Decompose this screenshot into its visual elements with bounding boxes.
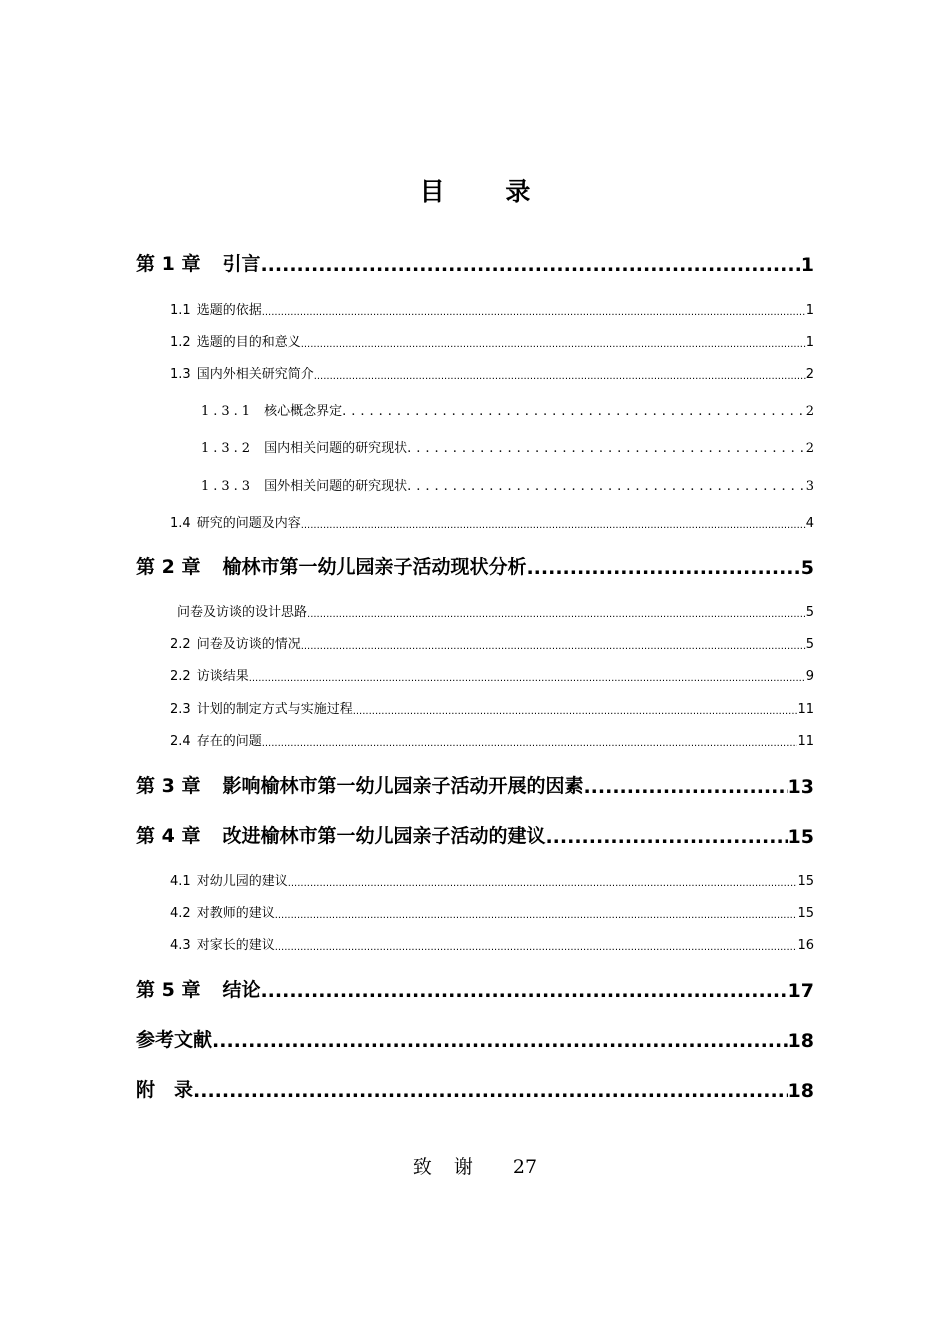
dot-leader (353, 706, 798, 717)
toc-entry-label: 1.3.1 核心概念界定 (201, 404, 343, 419)
toc-page-number: 11 (797, 702, 814, 717)
toc-entry[interactable] (136, 664, 814, 684)
dot-leader (342, 404, 806, 419)
toc-page-number: 16 (797, 938, 814, 953)
toc-page-number: 11 (797, 734, 814, 749)
toc-entry-label: 第 1 章 引言 (136, 253, 261, 275)
dot-leader (249, 673, 806, 684)
toc-entry-label: 1.3.2 国内相关问题的研究现状 (201, 441, 408, 456)
toc-entry-label: 1.3 国内外相关研究简介 (170, 367, 314, 382)
toc-page-number: 2 (805, 367, 814, 382)
toc-entry-label: 参考文献 (136, 1029, 213, 1051)
toc-entry[interactable] (136, 1076, 814, 1102)
toc-entry[interactable] (136, 362, 814, 382)
dot-leader (193, 1080, 788, 1102)
toc-page-number: 2 (805, 441, 814, 456)
dot-leader (301, 641, 806, 652)
toc-entry[interactable] (136, 976, 814, 1002)
dot-leader (407, 441, 806, 456)
toc-entry[interactable] (136, 869, 814, 889)
toc-entry[interactable] (136, 330, 814, 350)
acknowledgement-page-number: 27 (512, 1156, 538, 1178)
toc-page-number: 1 (805, 335, 814, 350)
toc-entry[interactable] (136, 600, 814, 620)
dot-leader (314, 371, 806, 382)
dot-leader (260, 254, 800, 276)
toc-page-number: 4 (805, 516, 814, 531)
toc-entry[interactable] (136, 1026, 814, 1052)
toc-entry[interactable] (136, 901, 814, 921)
toc-page-number: 18 (787, 1030, 814, 1052)
toc-entry[interactable] (136, 511, 814, 531)
toc-page-number: 15 (797, 874, 814, 889)
toc-entry-label: 附 录 (136, 1079, 194, 1101)
toc-entry-label: 1.3.3 国外相关问题的研究现状 (201, 479, 408, 494)
toc-page-number: 15 (787, 826, 814, 848)
toc-page-number: 5 (805, 605, 814, 620)
toc-entry[interactable] (136, 933, 814, 953)
toc-page-number: 13 (787, 776, 814, 798)
toc-entry[interactable] (136, 632, 814, 652)
acknowledgement-label: 致谢 (412, 1156, 495, 1178)
toc-entry[interactable] (136, 729, 814, 749)
toc-page-number: 3 (805, 479, 814, 494)
toc-page-number: 5 (805, 637, 814, 652)
dot-leader (288, 878, 798, 889)
dot-leader (407, 479, 806, 494)
dot-leader (275, 910, 798, 921)
toc-entry[interactable] (136, 436, 814, 456)
toc-entry-label: 问卷及访谈的设计思路 (177, 605, 308, 620)
dot-leader (262, 738, 798, 749)
dot-leader (212, 1030, 788, 1052)
toc-entry-label: 4.1 对幼儿园的建议 (170, 874, 288, 889)
toc-entry[interactable] (136, 298, 814, 318)
acknowledgement-entry[interactable] (0, 1152, 950, 1179)
dot-leader (583, 776, 787, 798)
toc-entry-label: 1.4 研究的问题及内容 (170, 516, 301, 531)
toc-page-number: 1 (800, 254, 814, 276)
toc-entry-label: 2.3 计划的制定方式与实施过程 (170, 702, 353, 717)
toc-entry-label: 4.3 对家长的建议 (170, 938, 275, 953)
toc-entry-label: 2.2 访谈结果 (170, 669, 249, 684)
dot-leader (301, 520, 806, 531)
toc-page-number: 2 (805, 404, 814, 419)
toc-page-number: 15 (797, 906, 814, 921)
dot-leader (545, 826, 787, 848)
toc-entry[interactable] (136, 250, 814, 276)
toc-entry-label: 1.2 选题的目的和意义 (170, 335, 301, 350)
dot-leader (301, 339, 806, 350)
dot-leader (262, 307, 806, 318)
toc-entry-label: 第 2 章 榆林市第一幼儿园亲子活动现状分析 (136, 556, 527, 578)
toc-entry-label: 2.2 问卷及访谈的情况 (170, 637, 301, 652)
toc-page-number: 18 (787, 1080, 814, 1102)
toc-page-number: 5 (800, 557, 814, 579)
toc-page-number: 9 (805, 669, 814, 684)
dot-leader (260, 980, 787, 1002)
toc-entry[interactable] (136, 399, 814, 419)
toc-entry-label: 第 5 章 结论 (136, 979, 261, 1001)
toc-entry-label: 第 3 章 影响榆林市第一幼儿园亲子活动开展的因素 (136, 775, 584, 797)
dot-leader (307, 609, 806, 620)
dot-leader (526, 557, 800, 579)
toc-entry-label: 1.1 选题的依据 (170, 303, 262, 318)
toc-entry-label: 4.2 对教师的建议 (170, 906, 275, 921)
toc-entry-label: 第 4 章 改进榆林市第一幼儿园亲子活动的建议 (136, 825, 546, 847)
toc-entry[interactable] (136, 553, 814, 579)
toc-title: 目 录 (419, 177, 557, 206)
toc-page-number: 17 (787, 980, 814, 1002)
toc-entry[interactable] (136, 772, 814, 798)
toc-entry-label: 2.4 存在的问题 (170, 734, 262, 749)
toc-entry[interactable] (136, 474, 814, 494)
toc-page-number: 1 (805, 303, 814, 318)
toc-entry[interactable] (136, 822, 814, 848)
dot-leader (275, 942, 798, 953)
toc-entry[interactable] (136, 697, 814, 717)
